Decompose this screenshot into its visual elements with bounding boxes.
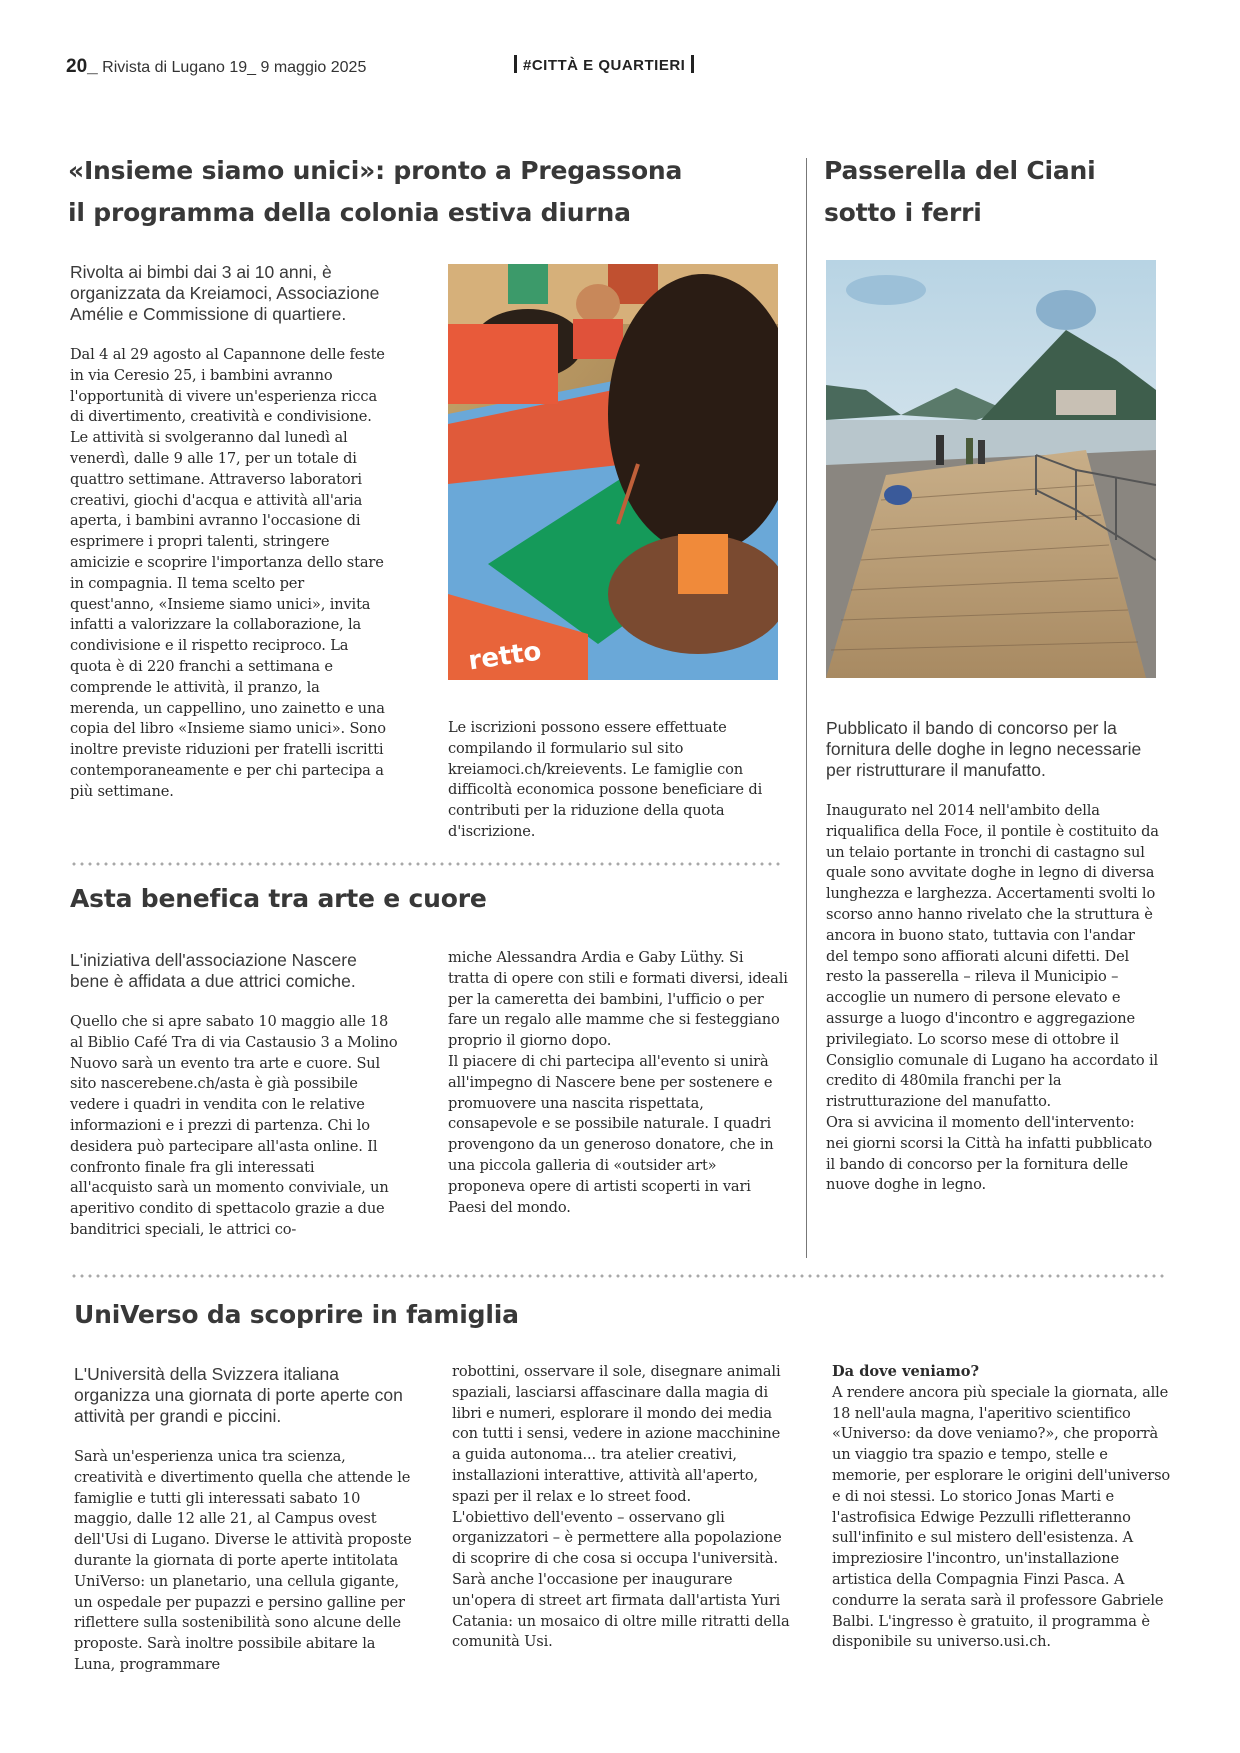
article-body: A rendere ancora più speciale la giornata, alle 18 nell'aula magna, l'aperitivo scientifico «Universo: da dove veniamo?», che proporrà un viaggio tra spazio e tempo, stelle e memorie, per esplorare le origini dell'universo e di noi stessi. Lo storico Jonas Marti e l'astrofisica Edwige Pezzulli rifletteranno sull'infinito e sul mistero dell'esistenza. A impreziosire l'incontro, un'installazione artistica della Compagnia Finzi Pasca. A condurre la serata sarà il professore Gabriele Balbi. L'ingresso è gratuito, il programma è disponibile su universo.usi.ch. bbox=[832, 1383, 1171, 1651]
article-body: Quello che si apre sabato 10 maggio alle 18 al Biblio Café Tra di via Castausio 3 a Molino Nuovo sarà un evento tra arte e cuore. Sul sito nascerebene.ch/asta è già possibile vedere i quadri in vendita con le relative informazioni e i prezzi di partenza. Chi lo desidera può partecipare all'asta online. Il confronto finale fra gli interessati all'acquisto sarà un momento conviviale, un aperitivo condito di spettacolo grazie a due banditrici speciali, le attrici co- bbox=[70, 1013, 398, 1238]
article-body: Dal 4 al 29 agosto al Capannone delle feste in via Ceresio 25, i bambini avranno l'opportunità di vivere un'esperienza ricca di divertimento, creatività e condivisione. Le attività si svolgeranno dal lunedì al venerdì, dalle 9 alle 17, per un totale di quattro settimane. Attraverso laboratori creativi, giochi d'acqua e attività all'aria aperta, i bambini avranno l'occasione di esprimere i propri talenti, stringere amicizie e scoprire l'importanza dello stare in compagnia. Il tema scelto per quest'anno, «Insieme siamo unici», invita infatti a valorizzare la collaborazione, la condivisione e il rispetto reciproco. La quota è di 220 franchi a settimana e comprende le attività, il pranzo, la merenda, un cappellino, uno zainetto e una copia del libro «Insieme siamo unici». Sono inoltre previste riduzioni per fratelli iscritti contemporaneamente e per chi partecipa a più settimane. bbox=[70, 346, 386, 800]
article-lead: L'iniziativa dell'associazione Nascere bene è affidata a due attrici comiche. bbox=[70, 950, 357, 991]
article-universo-col3 bbox=[832, 1362, 1172, 1653]
title-line-1: Passerella del Ciani bbox=[824, 156, 1096, 185]
photo-children-drawing bbox=[448, 264, 778, 680]
article-asta-col2 bbox=[448, 948, 788, 1218]
title-line-2: sotto i ferri bbox=[824, 198, 982, 227]
article-title-asta: Asta benefica tra arte e cuore bbox=[70, 884, 487, 913]
article-lead: L'Università della Svizzera italiana organizza una giornata di porte aperte con attività per grandi e piccini. bbox=[74, 1364, 403, 1426]
article-body: Il piacere di chi partecipa all'evento si unirà all'impegno di Nascere bene per sostenere e promuovere una nascita rispettata, consapevole e se possibile naturale. I quadri provengono da un generoso donatore, che in una piccola galleria di «outsider art» proponeva opere di artisti scoperti in vari Paesi del mondo. bbox=[448, 1052, 774, 1216]
article-lead: Pubblicato il bando di concorso per la fornitura delle doghe in legno necessarie per ristrutturare il manufatto. bbox=[826, 718, 1142, 780]
article-lead: Rivolta ai bimbi dai 3 ai 10 anni, è organizzata da Kreiamoci, Associazione Amélie e Commissione di quartiere. bbox=[70, 262, 380, 324]
page-number: 20_ bbox=[66, 56, 98, 77]
publication-info: Rivista di Lugano 19_ 9 maggio 2025 bbox=[102, 59, 367, 76]
article-title-colonia bbox=[68, 150, 728, 234]
article-body-continuation: Le iscrizioni possono essere effettuate compilando il formulario sul sito kreiamoci.ch/kreievents. Le famiglie con difficoltà economica possone beneficiare di contributi per la riduzione della quota d'iscrizione. bbox=[448, 719, 763, 840]
article-title-universo: UniVerso da scoprire in famiglia bbox=[74, 1300, 519, 1329]
section-bar-left bbox=[514, 55, 517, 73]
separator-dotted bbox=[70, 1274, 1168, 1278]
article-asta-col1 bbox=[70, 950, 400, 1241]
article-body: Inaugurato nel 2014 nell'ambito della riqualifica della Foce, il pontile è costituito da un telaio portante in tronchi di castagno sul quale sono avvitate doghe in legno di diversa lunghezza e larghezza. Accertamenti svolti lo scorso anno hanno rivelato che la struttura è ancora in buono stato, tuttavia con l'andar del tempo sono affiorati alcuni difetti. Del resto la passerella – rileva il Municipio – accoglie un numero di persone elevato e assurge a luogo d'incontro e aggregazione privilegiato. Lo scorso mese di ottobre il Consiglio comunale di Lugano ha accordato il credito di 480mila franchi per la ristrutturazione del manufatto. bbox=[826, 802, 1159, 1111]
photo-passerella-image bbox=[826, 260, 1156, 678]
column-divider bbox=[806, 158, 807, 1258]
article-body: Sarà un'esperienza unica tra scienza, creatività e divertimento quella che attende le famiglie e tutti gli interessati sabato 10 maggio, dalle 12 alle 21, al Campus ovest dell'Usi di Lugano. Diverse le attività proposte durante la giornata di porte aperte intitolata UniVerso: un planetario, una cellula gigante, un ospedale per pupazzi e persino galline per riflettere sulla sostenibilità sono alcune delle proposte. Sarà inoltre possibile abitare la Luna, programmare bbox=[74, 1448, 412, 1673]
separator-dotted bbox=[70, 862, 780, 866]
article-body: miche Alessandra Ardia e Gaby Lüthy. Si tratta di opere con stili e formati diversi, ideali per la cameretta dei bambini, l'ufficio o per fare un regalo alle mamme che si festeggiano proprio il giorno dopo. bbox=[448, 949, 788, 1050]
article-universo-col1 bbox=[74, 1364, 414, 1676]
article-universo-col2 bbox=[452, 1362, 792, 1653]
article-body: Ora si avvicina il momento dell'intervento: nei giorni scorsi la Città ha infatti pubblicato il bando di concorso per la fornitura delle nuove doghe in legno. bbox=[826, 1113, 1152, 1194]
section-label: #CITTÀ E QUARTIERI bbox=[523, 57, 686, 74]
article-title-passerella bbox=[824, 150, 1154, 234]
title-line-1: «Insieme siamo unici»: pronto a Pregassona bbox=[68, 156, 683, 185]
section-tag bbox=[508, 55, 700, 74]
photo-passerella bbox=[826, 260, 1156, 678]
photo-print-text: retto bbox=[466, 636, 544, 677]
photo-children-drawing-image bbox=[448, 264, 778, 680]
page-header bbox=[66, 56, 366, 78]
article-colonia-col2 bbox=[448, 718, 783, 843]
article-body: L'obiettivo dell'evento – osservano gli organizzatori – è permettere alla popolazione di scoprire di che cosa si occupa l'università. Sarà anche l'occasione per inaugurare un'opera di street art firmata dall'artista Yuri Catania: un mosaico di oltre mille ritratti della comunità Usi. bbox=[452, 1508, 790, 1651]
article-body: robottini, osservare il sole, disegnare animali spaziali, lasciarsi affascinare dalla magia di libri e numeri, esplorare il mondo dei media con tutti i sensi, vedere in azione macchinine a guida autonoma... tra atelier creativi, installazioni interattive, attività all'aperto, spazi per il relax e lo street food. bbox=[452, 1363, 781, 1505]
section-bar-right bbox=[691, 55, 694, 73]
title-line-2: il programma della colonia estiva diurna bbox=[68, 198, 631, 227]
article-subhead: Da dove veniamo? bbox=[832, 1363, 980, 1380]
article-colonia-col1 bbox=[70, 262, 390, 803]
article-passerella-col bbox=[826, 718, 1161, 1196]
